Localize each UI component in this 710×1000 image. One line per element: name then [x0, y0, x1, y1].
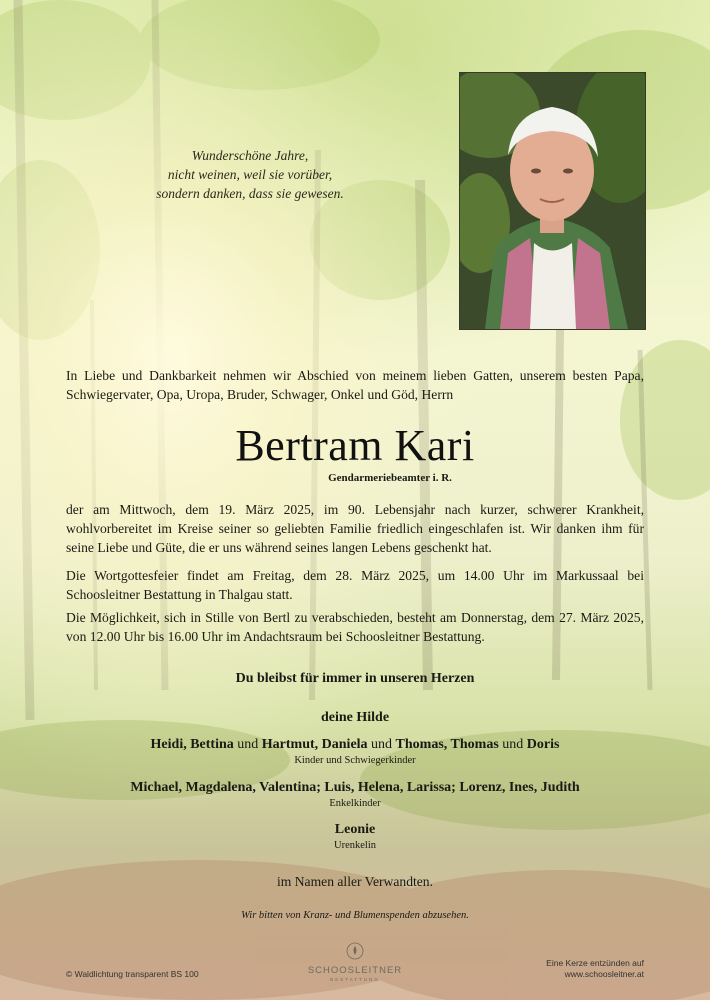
- mourners-children: [0, 737, 710, 753]
- motto: Du bleibst für immer in unseren Herzen: [235, 671, 475, 686]
- portrait-photo: [459, 72, 646, 330]
- deceased-name: Bertram Kari: [235, 421, 475, 470]
- children-label: Kinder und Schwiegerkinder: [294, 755, 416, 766]
- children-names: Thomas, Thomas: [395, 737, 499, 752]
- deceased-title: Gendarmeriebeamter i. R.: [328, 472, 452, 484]
- mourners-great-grandchildren: Leonie: [334, 822, 376, 837]
- mourner-wife: deine Hilde: [320, 710, 390, 725]
- grandchildren-label: Enkelkinder: [329, 798, 381, 809]
- children-connector: und: [237, 737, 259, 752]
- paragraph-viewing: Die Möglichkeit, sich in Stille von Bertl zu verabschieden, besteht am Donnerstag, dem 27. März 2025, von 12.00 Uhr bis 16.00 Uhr im Andachtsraum bei Schoosleitner Bestattung.: [66, 610, 644, 644]
- children-names: Hartmut, Daniela: [261, 737, 368, 752]
- funeral-home-logo: [300, 942, 410, 982]
- children-names: Heidi, Bettina: [150, 737, 234, 752]
- candle-note: [500, 958, 644, 980]
- copyright-note: © Waldlichtung transparent BS 100: [66, 969, 199, 979]
- candle-link[interactable]: www.schoosleitner.at: [564, 969, 644, 979]
- relatives-note: im Namen aller Verwandten.: [276, 874, 434, 889]
- intro-text: In Liebe und Dankbarkeit nehmen wir Abschied von meinem lieben Gatten, unserem besten Papa, Schwiegervater, Opa, Uropa, Bruder, Schwager, Onkel und Göd, Herrn: [66, 368, 644, 402]
- logo-text: SCHOOSLEITNER: [307, 965, 403, 976]
- children-names: Doris: [526, 737, 560, 752]
- poem-line: nicht weinen, weil sie vorüber,: [167, 167, 333, 182]
- flowers-note: Wir bitten von Kranz- und Blumenspenden abzusehen.: [241, 910, 469, 921]
- great-grandchildren-label: Urenkelin: [334, 840, 376, 851]
- poem-line: Wunderschöne Jahre,: [191, 148, 309, 163]
- logo-subtext: BESTATTUNG: [330, 977, 380, 982]
- poem-line: sondern danken, dass sie gewesen.: [156, 186, 344, 201]
- paragraph-death: der am Mittwoch, dem 19. März 2025, im 90. Lebensjahr nach kurzer, schwerer Krankheit, wohlvorbereitet im Kreise seiner so geliebten Familie friedlich eingeschlafen ist. Wir danken ihm für seine Liebe und Güte, die er uns während seines langen Lebens geschenkt hat.: [66, 502, 644, 555]
- paragraph-ceremony: Die Wortgottesfeier findet am Freitag, dem 28. März 2025, um 14.00 Uhr im Markussaal bei Schoosleitner Bestattung in Thalgau statt.: [66, 568, 644, 602]
- children-connector: und: [502, 737, 524, 752]
- candle-flame-icon: [346, 942, 364, 960]
- poem: [120, 146, 380, 203]
- mourners-grandchildren: Michael, Magdalena, Valentina; Luis, Helena, Larissa; Lorenz, Ines, Judith: [130, 780, 580, 795]
- candle-note-text: Eine Kerze entzünden auf: [546, 958, 644, 968]
- children-connector: und: [371, 737, 393, 752]
